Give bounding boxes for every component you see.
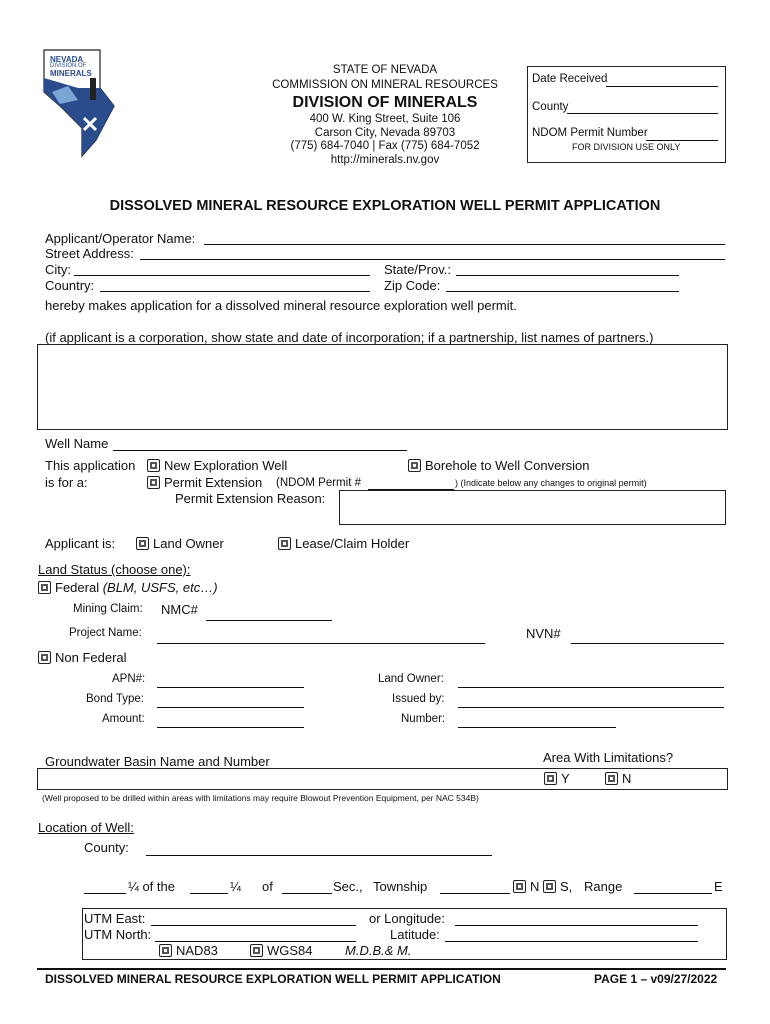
quarter-field-1[interactable] (84, 893, 126, 894)
country-label: Country: (45, 278, 95, 293)
utm-north-label: UTM North: (84, 927, 152, 942)
street-label: Street Address: (45, 246, 134, 261)
issued-by-field[interactable] (458, 707, 724, 708)
applicant-name-field[interactable] (204, 244, 725, 245)
county-field[interactable] (146, 855, 492, 856)
yes-option[interactable] (544, 771, 570, 786)
land-owner-name-label: Land Owner: (378, 673, 444, 685)
longitude-label: or Longitude: (369, 911, 445, 926)
application-label-1: This application (45, 458, 136, 473)
no-option[interactable] (605, 771, 631, 786)
extension-checkbox[interactable] (147, 476, 160, 489)
land-status-heading: Land Status (choose one): (38, 562, 191, 577)
bond-type-label: Bond Type: (86, 693, 144, 705)
state-field[interactable] (456, 275, 679, 276)
logo-text-1: NEVADA (50, 55, 84, 64)
footer-page: PAGE 1 – v09/27/2022 (594, 972, 718, 986)
non-federal-label: Non Federal (55, 650, 127, 665)
division-use-label: FOR DIVISION USE ONLY (572, 142, 681, 152)
website-line: http://minerals.nv.gov (330, 154, 440, 166)
well-name-field[interactable] (113, 450, 407, 451)
city-label: City: (45, 262, 71, 277)
latitude-field[interactable] (445, 941, 698, 942)
east-label: E (714, 879, 723, 894)
north-label: N (530, 879, 540, 894)
nad83-checkbox[interactable] (159, 944, 172, 957)
commission-name: COMMISSION ON MINERAL RESOURCES (272, 79, 498, 91)
logo-text-2: DIVISION OF (50, 63, 87, 69)
extension-reason-box[interactable] (339, 490, 726, 525)
borehole-checkbox[interactable] (408, 459, 421, 472)
county-label: County: (84, 840, 129, 855)
quarter-label-2: ¼ (230, 879, 241, 894)
nvn-label: NVN# (526, 626, 561, 641)
extension-option[interactable] (147, 475, 262, 490)
wgs84-label: WGS84 (267, 943, 313, 958)
street-field[interactable] (140, 259, 725, 260)
application-statement: hereby makes application for a dissolved mineral resource exploration well permit. (45, 298, 517, 313)
mdb-label: M.D.B.& M. (345, 943, 412, 958)
township-field[interactable] (440, 893, 510, 894)
new-well-checkbox[interactable] (147, 459, 160, 472)
bop-note: (Well proposed to be drilled within areas with limitations may require Blowout Prevention Equipment, per NAC 534B) (42, 793, 479, 803)
south-label: S, (560, 879, 573, 894)
south-option[interactable] (543, 879, 572, 894)
date-received-line[interactable] (606, 86, 718, 87)
issued-by-label: Issued by: (392, 693, 445, 705)
quarter-field-2[interactable] (190, 893, 228, 894)
utm-north-field[interactable] (155, 941, 356, 942)
township-label: Township (373, 879, 428, 894)
lease-holder-checkbox[interactable] (278, 537, 291, 550)
apn-field[interactable] (157, 687, 304, 688)
applicant-is-label: Applicant is: (45, 536, 116, 551)
extension-label: Permit Extension (164, 475, 263, 490)
new-well-option[interactable] (147, 458, 287, 473)
permit-number-label: NDOM Permit Number (532, 127, 648, 139)
utm-east-label: UTM East: (84, 911, 146, 926)
sec-label: Sec., (333, 879, 363, 894)
nvn-field[interactable] (571, 643, 724, 644)
number-field[interactable] (458, 727, 616, 728)
amount-field[interactable] (157, 727, 304, 728)
footer-divider (37, 968, 726, 970)
location-heading: Location of Well: (38, 820, 134, 835)
wgs84-option[interactable] (250, 943, 313, 958)
new-well-label: New Exploration Well (164, 458, 288, 473)
project-name-label: Project Name: (69, 627, 142, 639)
mining-claim-label: Mining Claim: (73, 603, 143, 615)
number-label: Number: (401, 713, 446, 725)
non-federal-option[interactable] (38, 650, 127, 665)
north-option[interactable] (513, 879, 539, 894)
nad83-label: NAD83 (176, 943, 218, 958)
basin-label: Groundwater Basin Name and Number (45, 754, 270, 769)
non-federal-checkbox[interactable] (38, 651, 51, 664)
lease-holder-label: Lease/Claim Holder (295, 536, 410, 551)
area-limitations-label: Area With Limitations? (543, 750, 674, 765)
state-label: State/Prov.: (384, 262, 451, 277)
lease-holder-option[interactable] (278, 536, 409, 551)
federal-option[interactable] (38, 580, 218, 595)
city-field[interactable] (74, 275, 370, 276)
application-label-2: is for a: (45, 475, 88, 490)
nmc-field[interactable] (206, 620, 332, 621)
well-name-label: Well Name (45, 436, 109, 451)
utm-east-field[interactable] (151, 925, 356, 926)
county-office-line[interactable] (567, 113, 718, 114)
borehole-option[interactable] (408, 458, 590, 473)
yes-checkbox[interactable] (544, 772, 557, 785)
logo-text-3: MINERALS (50, 69, 92, 78)
permit-number-line[interactable] (646, 140, 718, 141)
range-field[interactable] (634, 893, 712, 894)
indicate-note: ) (Indicate below any changes to original permit) (455, 478, 647, 488)
land-owner-checkbox[interactable] (136, 537, 149, 550)
range-label: Range (584, 879, 623, 894)
south-checkbox[interactable] (543, 880, 556, 893)
north-checkbox[interactable] (513, 880, 526, 893)
wgs84-checkbox[interactable] (250, 944, 263, 957)
land-owner-label: Land Owner (153, 536, 224, 551)
ndom-permit-label: (NDOM Permit # (276, 477, 361, 489)
no-label: N (622, 771, 632, 786)
land-owner-option[interactable] (136, 536, 224, 551)
form-title: DISSOLVED MINERAL RESOURCE EXPLORATION WELL PERMIT APPLICATION (109, 198, 661, 214)
city-line: Carson City, Nevada 89703 (314, 127, 456, 139)
federal-label: Federal (55, 580, 100, 595)
county-office-label: County (532, 101, 569, 113)
of-label: of (262, 879, 273, 894)
corporation-info-box[interactable] (37, 344, 728, 430)
quarter-label-1: ¼ of the (128, 879, 175, 894)
phone-line: (775) 684-7040 | Fax (775) 684-7052 (290, 140, 480, 152)
longitude-field[interactable] (455, 925, 698, 926)
country-field[interactable] (100, 291, 370, 292)
footer-title: DISSOLVED MINERAL RESOURCE EXPLORATION WELL PERMIT APPLICATION (45, 972, 501, 986)
land-owner-name-field[interactable] (458, 687, 724, 688)
state-name: STATE OF NEVADA (332, 64, 438, 76)
zip-field[interactable] (446, 291, 679, 292)
section-field[interactable] (282, 893, 332, 894)
no-checkbox[interactable] (605, 772, 618, 785)
borehole-label: Borehole to Well Conversion (425, 458, 590, 473)
bond-type-field[interactable] (157, 707, 304, 708)
latitude-label: Latitude: (390, 927, 440, 942)
nad83-option[interactable] (159, 943, 218, 958)
address-line: 400 W. King Street, Suite 106 (309, 113, 461, 125)
extension-reason-label: Permit Extension Reason: (175, 491, 326, 506)
yes-label: Y (561, 771, 570, 786)
federal-note: (BLM, USFS, etc…) (102, 580, 218, 595)
apn-label: APN#: (112, 673, 146, 685)
zip-label: Zip Code: (384, 278, 441, 293)
date-received-label: Date Received (532, 73, 608, 85)
federal-checkbox[interactable] (38, 581, 51, 594)
division-name: DIVISION OF MINERALS (292, 94, 478, 111)
corporation-note: (if applicant is a corporation, show state and date of incorporation; if a partnership, list names of partners.) (45, 330, 654, 345)
amount-label: Amount: (102, 713, 145, 725)
project-name-field[interactable] (157, 643, 485, 644)
applicant-name-label: Applicant/Operator Name: (45, 231, 196, 246)
nmc-label: NMC# (161, 602, 198, 617)
